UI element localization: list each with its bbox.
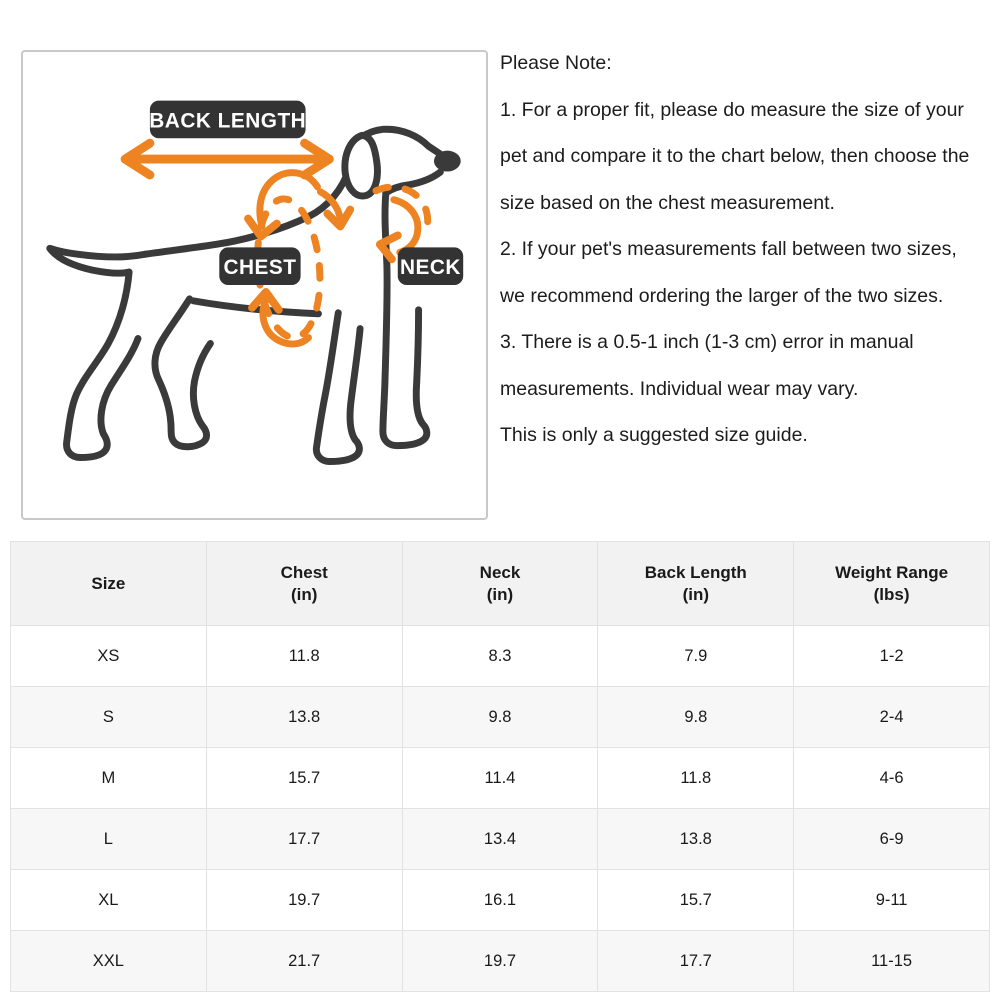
cell-neck: 11.4 [402,748,598,809]
cell-weight: 9-11 [794,870,990,931]
cell-size: XS [11,626,207,687]
dog-nose [434,151,461,172]
cell-chest: 21.7 [206,931,402,992]
cell-size: L [11,809,207,870]
note-line-6: 3. There is a 0.5-1 inch (1-3 cm) error in manual [500,331,914,353]
size-chart [10,541,990,992]
dog-topline [145,167,350,254]
table-row-s [11,687,990,748]
note-line-1: 1. For a proper fit, please do measure the size of your [500,98,964,121]
notes-title: Please Note: [500,52,612,74]
cell-neck: 9.8 [402,687,598,748]
cell-chest: 19.7 [206,870,402,931]
dog-ear [345,135,378,196]
cell-neck: 16.1 [402,870,598,931]
cell-size: XL [11,870,207,931]
note-line-8: This is only a suggested size guide. [500,424,808,446]
note-line-5: we recommend ordering the larger of the two sizes. [500,284,944,307]
note-line-3: size based on the chest measurement. [500,191,835,214]
cell-size: M [11,748,207,809]
back-length-label: BACK LENGTH [149,109,307,133]
cell-back-length: 7.9 [598,626,794,687]
cell-back-length: 9.8 [598,687,794,748]
note-line-2: pet and compare it to the chart below, then choose the [500,145,970,167]
dog-illustration [50,129,461,461]
header-chest: Chest (in) [206,542,402,626]
table-row-l [11,809,990,870]
cell-weight: 11-15 [794,931,990,992]
chest-label: CHEST [223,256,297,280]
size-chart-header-row [11,542,990,626]
neck-label: NECK [399,256,461,280]
cell-weight: 2-4 [794,687,990,748]
cell-size: XXL [11,931,207,992]
dog-front-leg-far [316,313,360,462]
cell-size: S [11,687,207,748]
cell-weight: 6-9 [794,809,990,870]
table-row-xs [11,626,990,687]
cell-neck: 8.3 [402,626,598,687]
cell-weight: 4-6 [794,748,990,809]
dog-rear-leg-far [67,272,138,457]
cell-back-length: 17.7 [598,931,794,992]
header-back-length: Back Length (in) [598,542,794,626]
cell-chest: 11.8 [206,626,402,687]
note-line-4: 2. If your pet's measurements fall between two sizes, [500,238,957,260]
size-chart-table [10,541,990,992]
cell-chest: 17.7 [206,809,402,870]
header-weight-range: Weight Range (lbs) [794,542,990,626]
cell-chest: 15.7 [206,748,402,809]
cell-back-length: 11.8 [598,748,794,809]
cell-weight: 1-2 [794,626,990,687]
table-row-xxl [11,931,990,992]
header-size: Size [11,542,207,626]
header-neck: Neck (in) [402,542,598,626]
table-row-xl [11,870,990,931]
cell-neck: 19.7 [402,931,598,992]
cell-back-length: 15.7 [598,870,794,931]
table-row-m [11,748,990,809]
neck-arrow [394,200,418,253]
cell-chest: 13.8 [206,687,402,748]
dog-rear-leg-near [155,299,210,447]
cell-neck: 13.4 [402,809,598,870]
notes-section [500,40,1000,459]
note-line-7: measurements. Individual wear may vary. [500,377,859,400]
cell-back-length: 13.8 [598,809,794,870]
dog-diagram-svg [23,52,486,518]
dog-measurement-diagram [21,50,488,520]
